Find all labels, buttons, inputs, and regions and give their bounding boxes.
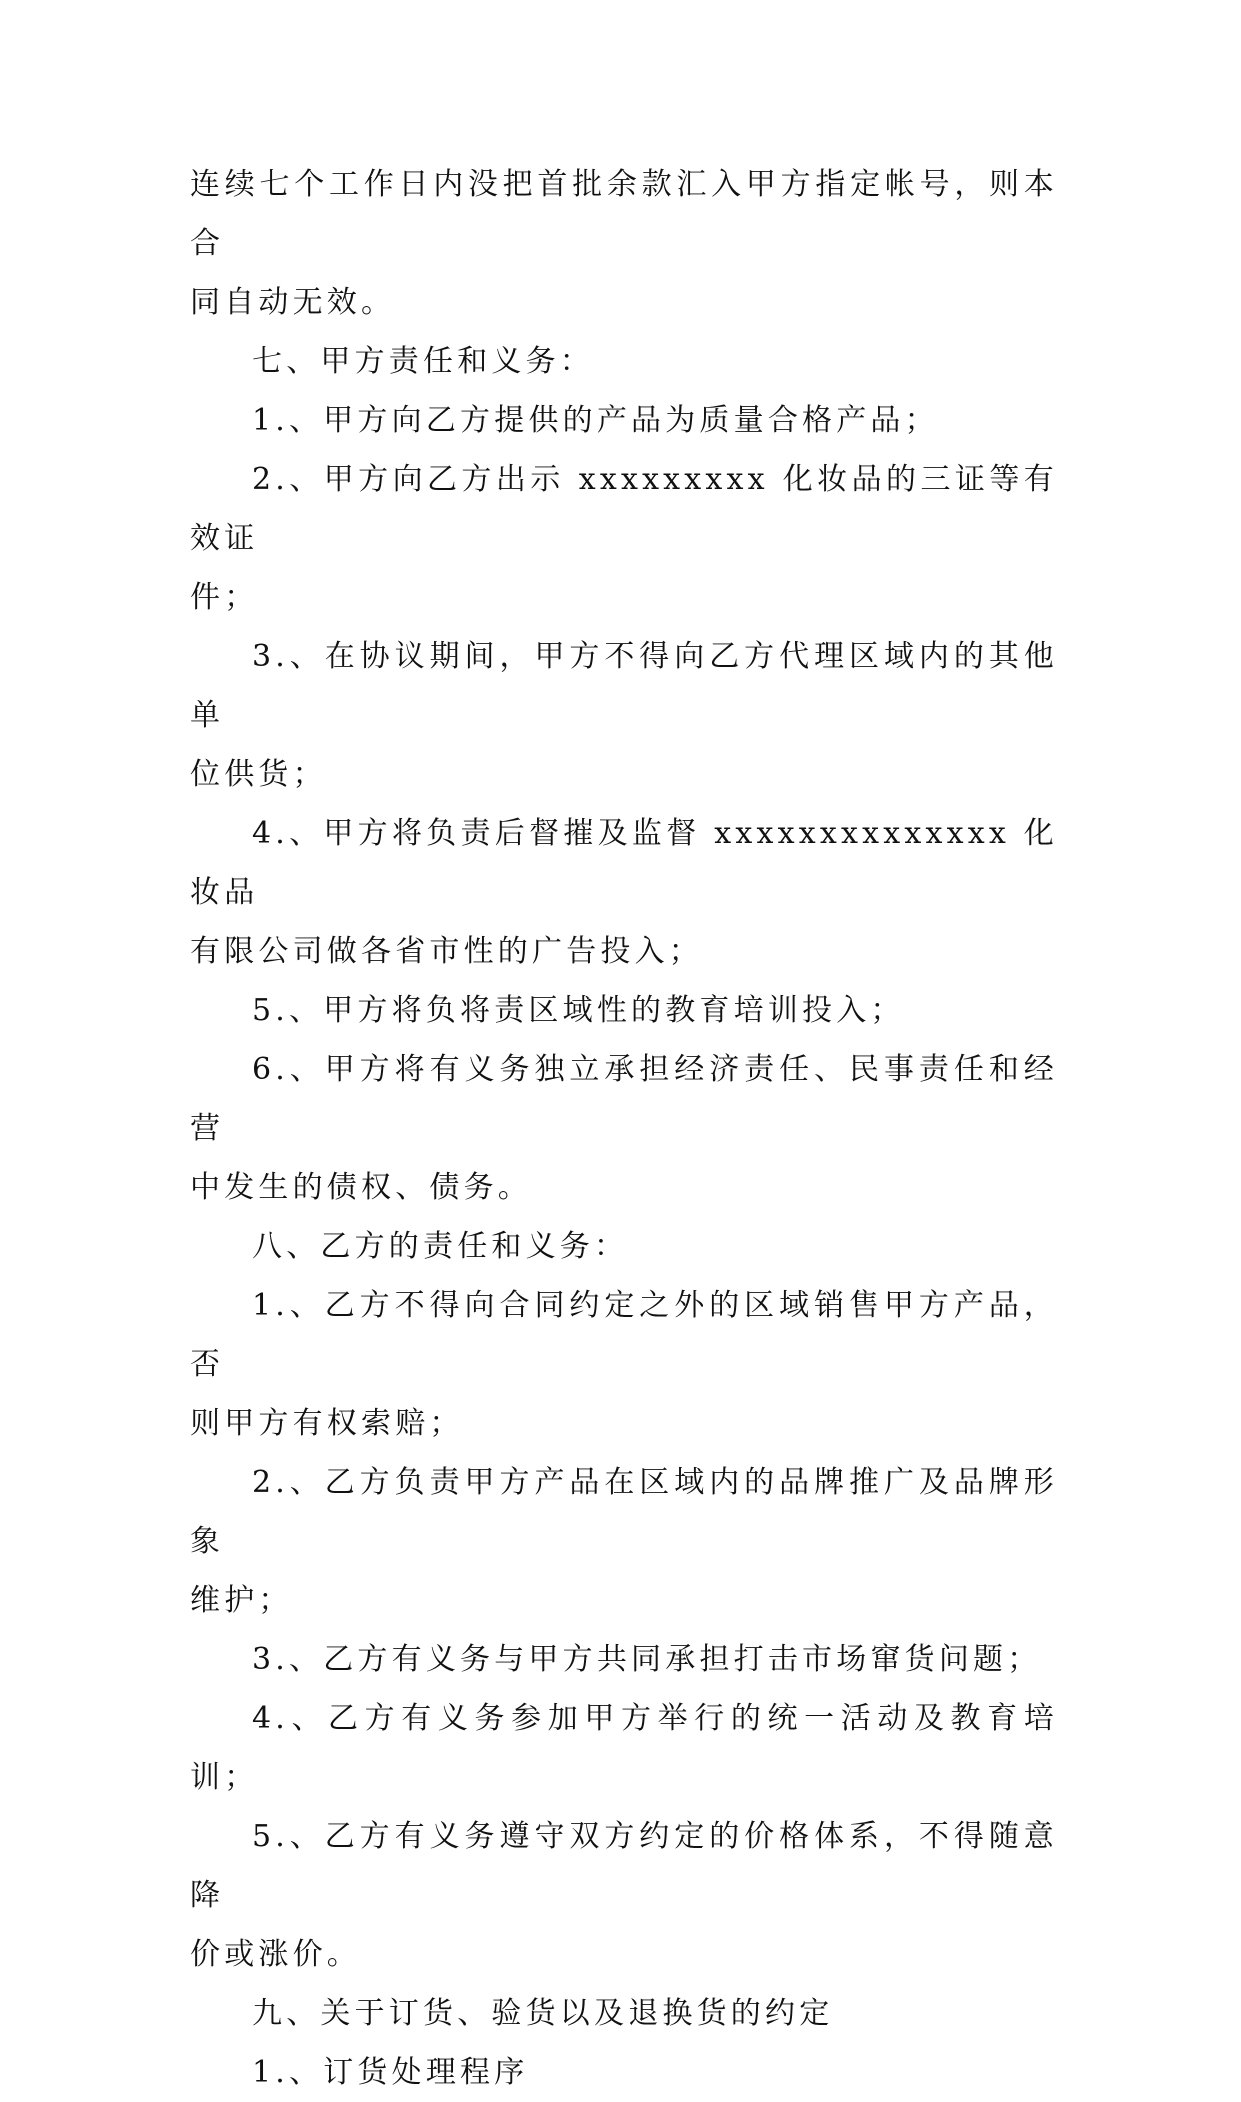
paragraph-line: 1.、乙方不得向合同约定之外的区域销售甲方产品，否 [190,1288,1058,1382]
section-heading-ordering [190,1984,1058,2043]
clause-a-6 [190,1040,1058,1217]
paragraph-line: 3.、在协议期间，甲方不得向乙方代理区域内的其他单 [190,639,1058,733]
paragraph-line: 件； [190,580,259,615]
paragraph-line: 4.、乙方有义务参加甲方举行的统一活动及教育培训； [190,1701,1058,1795]
paragraph-line: 九、关于订货、验货以及退换货的约定 [252,1996,834,2031]
clause-a-1 [190,391,1058,450]
paragraph-line: 维护； [190,1583,293,1618]
clause-b-1 [190,1276,1058,1453]
paragraph-line: 同自动无效。 [190,285,396,320]
paragraph-line: 4.、甲方将负责后督摧及监督 xxxxxxxxxxxxxx 化妆品 [190,816,1058,910]
paragraph-line: 1.、甲方向乙方提供的产品为质量合格产品； [252,403,939,438]
clause-a-2 [190,450,1058,627]
paragraph-line: 3.、乙方有义务与甲方共同承担打击市场窜货问题； [252,1642,1042,1677]
document-page [190,155,1058,2102]
clause-b-2 [190,1453,1058,1630]
clause-b-5 [190,1807,1058,1984]
clause-a-4 [190,804,1058,981]
clause-b-4 [190,1689,1058,1807]
paragraph-line: 中发生的债权、债务。 [190,1170,532,1205]
paragraph-line: 七、甲方责任和义务： [252,344,594,379]
paragraph-line: 位供货； [190,757,327,792]
paragraph-line: 八、乙方的责任和义务： [252,1229,629,1264]
paragraph-line: 2.、乙方负责甲方产品在区域内的品牌推广及品牌形象 [190,1465,1058,1559]
paragraph-line: 价或涨价。 [190,1937,361,1972]
paragraph-line: 1.、订货处理程序 [252,2055,529,2090]
paragraph-payment-deadline [190,155,1058,332]
paragraph-line: 连续七个工作日内没把首批余款汇入甲方指定帐号，则本合 [190,167,1058,261]
section-heading-party-b-duties [190,1217,1058,1276]
paragraph-line: 5.、甲方将负将责区域性的教育培训投入； [252,993,905,1028]
paragraph-line: 有限公司做各省市性的广告投入； [190,934,703,969]
paragraph-line: 2.、甲方向乙方出示 xxxxxxxxx 化妆品的三证等有效证 [190,462,1058,556]
section-heading-party-a-duties [190,332,1058,391]
paragraph-line: 5.、乙方有义务遵守双方约定的价格体系，不得随意降 [190,1819,1058,1913]
clause-b-3 [190,1630,1058,1689]
paragraph-line: 则甲方有权索赔； [190,1406,464,1441]
clause-a-5 [190,981,1058,1040]
clause-order-1 [190,2043,1058,2102]
paragraph-line: 6.、甲方将有义务独立承担经济责任、民事责任和经营 [190,1052,1058,1146]
clause-a-3 [190,627,1058,804]
